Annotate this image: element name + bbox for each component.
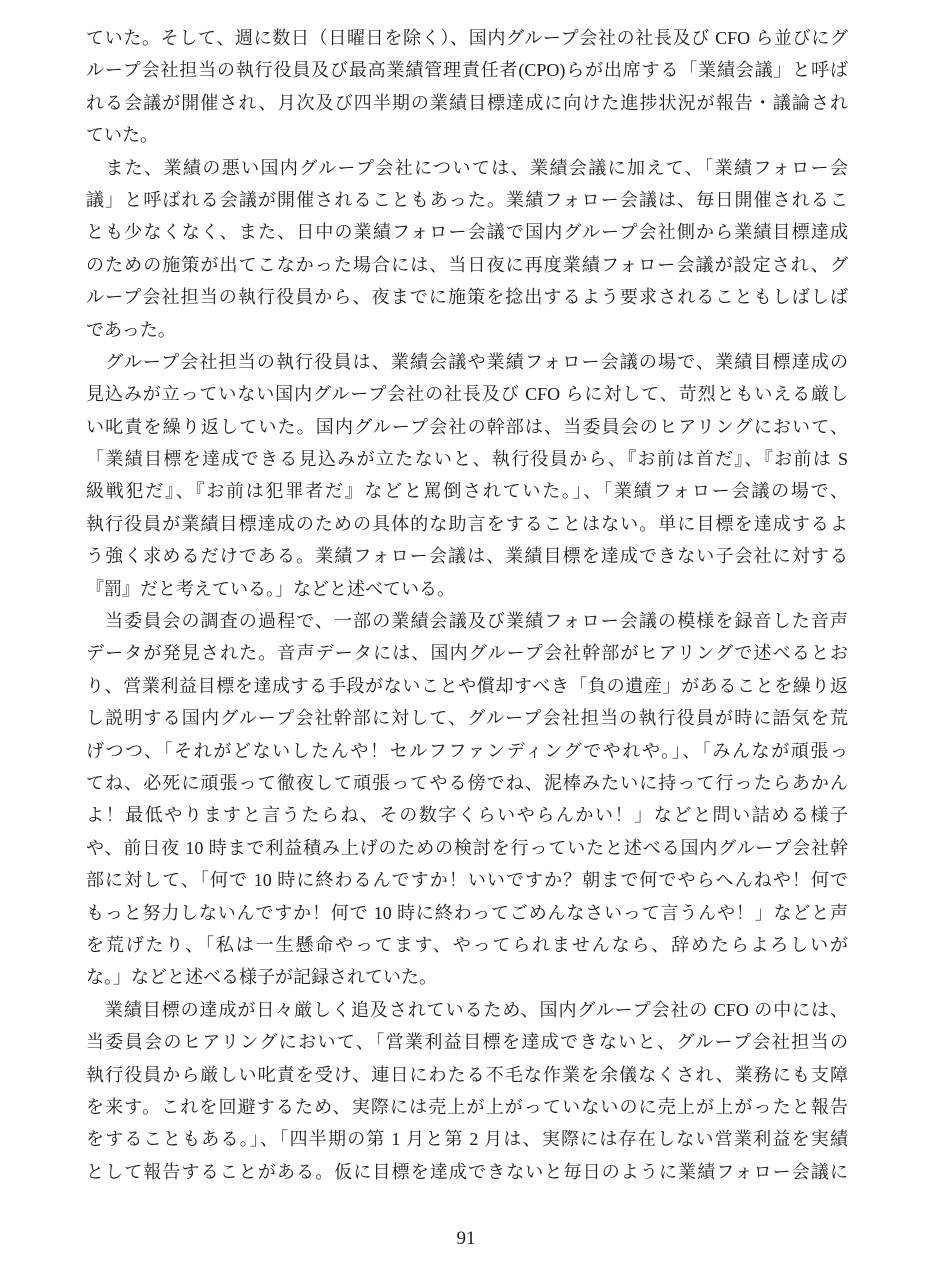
text-line: として報告することがある。仮に目標を達成できないと毎日のように業績フォロー会議に [86, 1161, 848, 1182]
text-line: データが発見された。音声データには、国内グループ会社幹部がヒアリングで述べるとお [86, 643, 848, 664]
text-line: し説明する国内グループ会社幹部に対して、グループ会社担当の執行役員が時に語気を荒 [86, 708, 848, 729]
text-line: 業績目標の達成が日々厳しく追及されているため、国内グループ会社の CFO の中には、 [86, 999, 848, 1020]
text-line: 『罰』だと考えている。」などと述べている。 [86, 578, 455, 599]
text-line: げつつ、「それがどないしたんや！セルフファンディングでやれや。」、「みんなが頑張っ [86, 740, 848, 761]
text-line: や、前日夜 10 時まで利益積み上げのための検討を行っていたと述べる国内グループ会社幹 [86, 837, 848, 858]
page-number: 91 [456, 1228, 476, 1249]
text-line: ていた。そして、週に数日（日曜日を除く）、国内グループ会社の社長及び CFO ら並びにグ [86, 28, 848, 48]
text-line: てね、必死に頑張って徹夜して頑張ってやる傍でね、泥棒みたいに持って行ったらあかん [86, 772, 848, 793]
text-line: 級戦犯だ』、『お前は犯罪者だ』などと罵倒されていた。」、「業績フォロー会議の場で、 [86, 481, 848, 502]
text-line: 「業績目標を達成できる見込みが立たないと、執行役員から、『お前は首だ』、『お前は S [86, 449, 848, 470]
document-body [86, 22, 848, 1188]
text-line: な。」などと述べる様子が記録されていた。 [86, 967, 437, 988]
text-line: を来す。これを回避するため、実際には売上が上がっていないのに売上が上がったと報告 [86, 1096, 848, 1117]
text-line: グループ会社担当の執行役員は、業績会議や業績フォロー会議の場で、業績目標達成の [86, 351, 848, 372]
text-line: 執行役員が業績目標達成のための具体的な助言をすることはない。単に目標を達成するよ [86, 513, 848, 534]
text-line: ループ会社担当の執行役員及び最高業績管理責任者(CPO)らが出席する「業績会議」と呼ば [86, 60, 848, 81]
text-line: 部に対して、「何で 10 時に終わるんですか！いいですか？朝まで何でやらへんねや！何で [86, 870, 848, 891]
text-line: よ！最低やりますと言うたらね、その数字くらいやらんかい！」などと問い詰める様子 [86, 805, 848, 826]
text-line: り、営業利益目標を達成する手段がないことや償却すべき「負の遺産」があることを繰り返 [86, 675, 848, 696]
text-line: もっと努力しないんですか！何で 10 時に終わってごめんなさいって言うんや！」などと声 [86, 902, 848, 923]
text-line: とも少なくなく、また、日中の業績フォロー会議で国内グループ会社側から業績目標達成 [86, 222, 848, 243]
text-line: ていた。 [86, 125, 158, 146]
text-line: れる会議が開催され、月次及び四半期の業績目標達成に向けた進捗状況が報告・議論され [86, 92, 848, 113]
text-line: 当委員会のヒアリングにおいて、「営業利益目標を達成できないと、グループ会社担当の [86, 1032, 848, 1053]
text-line: をすることもある。」、「四半期の第 1 月と第 2 月は、実際には存在しない営業利益を実績 [86, 1129, 848, 1150]
text-line: であった。 [86, 319, 176, 340]
text-line: を荒げたり、「私は一生懸命やってます、やってられませんなら、辞めたらよろしいが [86, 934, 848, 955]
text-line: 見込みが立っていない国内グループ会社の社長及び CFO らに対して、苛烈ともいえる厳し [86, 384, 848, 405]
text-line: う強く求めるだけである。業績フォロー会議は、業績目標を達成できない子会社に対する [86, 546, 848, 567]
text-line: 当委員会の調査の過程で、一部の業績会議及び業績フォロー会議の模様を録音した音声 [86, 611, 848, 632]
text-line: また、業績の悪い国内グループ会社については、業績会議に加えて、「業績フォロー会 [86, 157, 848, 178]
text-line: 執行役員から厳しい叱責を受け、連日にわたる不毛な作業を余儀なくされ、業務にも支障 [86, 1064, 848, 1085]
text-line: のための施策が出てこなかった場合には、当日夜に再度業績フォロー会議が設定され、グ [86, 254, 848, 275]
text-line: い叱責を繰り返していた。国内グループ会社の幹部は、当委員会のヒアリングにおいて、 [86, 416, 848, 437]
text-line: 議」と呼ばれる会議が開催されることもあった。業績フォロー会議は、毎日開催されるこ [86, 189, 848, 210]
text-line: ループ会社担当の執行役員から、夜までに施策を捻出するよう要求されることもしばしば [86, 287, 848, 308]
